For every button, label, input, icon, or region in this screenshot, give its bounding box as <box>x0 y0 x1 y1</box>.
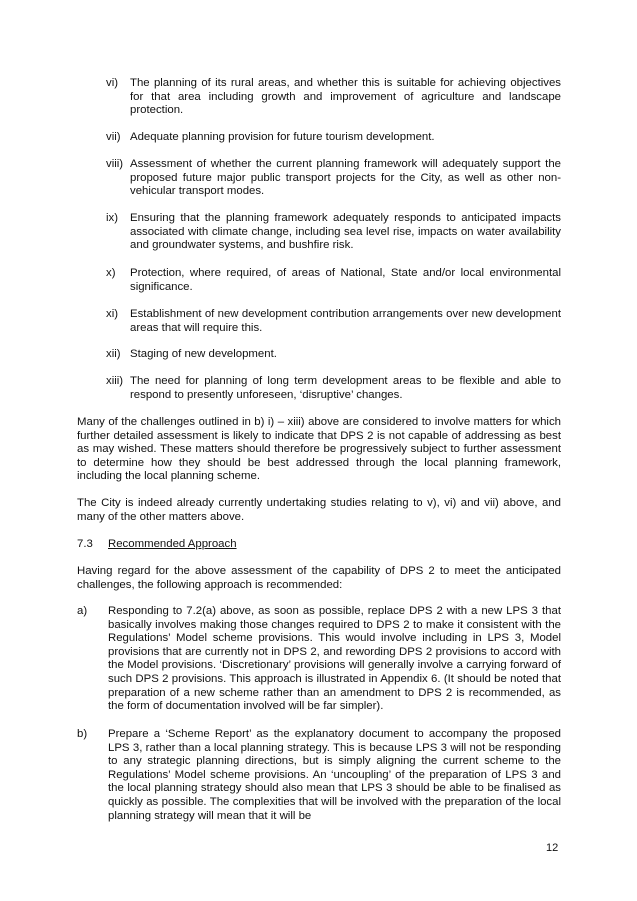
item-text: Adequate planning provision for future tourism development. <box>130 131 435 143</box>
item-number: xii) <box>106 348 121 360</box>
section-number: 7.3 <box>77 538 93 550</box>
intro-paragraph: Having regard for the above assessment of the capability of DPS 2 to meet the anticipated challenges, the following approach is recommended: <box>77 565 561 591</box>
item-number: xiii) <box>106 375 124 387</box>
item-number: x) <box>106 267 116 279</box>
item-text: The need for planning of long term development areas to be flexible and able to respond to presently unforeseen, ‘disruptive’ changes. <box>130 375 561 401</box>
item-letter: a) <box>77 605 88 617</box>
item-text: Prepare a ‘Scheme Report’ as the explanatory document to accompany the proposed LPS 3, rather than a local planning strategy. This is because LPS 3 will not be responding to any strategic planning directions, but is simply aligning the current scheme to the Regulations’ Model scheme provisions. An ‘uncoupling’ of the preparation of LPS 3 and the local planning strategy should also mean that LPS 3 should be able to be finalised as quickly as possible. The complexities that will be involved with the preparation of the local planning strategy will mean that it will be <box>108 728 561 822</box>
item-number: ix) <box>106 212 119 224</box>
item-number: vi) <box>106 77 119 89</box>
item-text: Protection, where required, of areas of National, State and/or local environmental significance. <box>130 267 561 293</box>
section-title: Recommended Approach <box>108 538 237 550</box>
page-number: 12 <box>546 842 559 854</box>
item-text: Establishment of new development contribution arrangements over new development areas that will require this. <box>130 308 561 334</box>
item-number: vii) <box>106 131 121 143</box>
item-text: Ensuring that the planning framework adequately responds to anticipated impacts associated with climate change, including sea level rise, impacts on water availability and groundwater systems, and bushfire risk. <box>130 212 561 252</box>
item-letter: b) <box>77 728 88 740</box>
item-text: Responding to 7.2(a) above, as soon as possible, replace DPS 2 with a new LPS 3 that basically involves making those changes required to DPS 2 to make it consistent with the Regulations’ Model scheme provisions. This would involve including in LPS 3, Model provisions that are currently not in DPS 2, and rewording DPS 2 provisions to accord with the Model provisions. ‘Discretionary’ provisions will generally involve a carrying forward of such DPS 2 provisions. This approach is illustrated in Appendix 6. (It should be noted that preparation of a new scheme rather than an amendment to DPS 2 is recommended, as the form of documentation involved will be far simpler). <box>108 605 561 713</box>
item-number: xi) <box>106 308 119 320</box>
item-text: The planning of its rural areas, and whether this is suitable for achieving objectives for that area including growth and improvement of agriculture and landscape protection. <box>130 77 561 117</box>
item-text: Assessment of whether the current planning framework will adequately support the proposed future major public transport projects for the City, as well as other non-vehicular transport modes. <box>130 158 561 198</box>
item-text: Staging of new development. <box>130 348 277 360</box>
body-paragraph: Many of the challenges outlined in b) i) – xiii) above are considered to involve matters for which further detailed assessment is likely to indicate that DPS 2 is not capable of addressing as best as may wished. These matters should therefore be progressively subject to further assessment to determine how they should be best addressed through the local planning framework, including the local planning scheme. <box>77 416 561 483</box>
item-number: viii) <box>106 158 124 170</box>
body-paragraph: The City is indeed already currently undertaking studies relating to v), vi) and vii) above, and many of the other matters above. <box>77 497 561 523</box>
